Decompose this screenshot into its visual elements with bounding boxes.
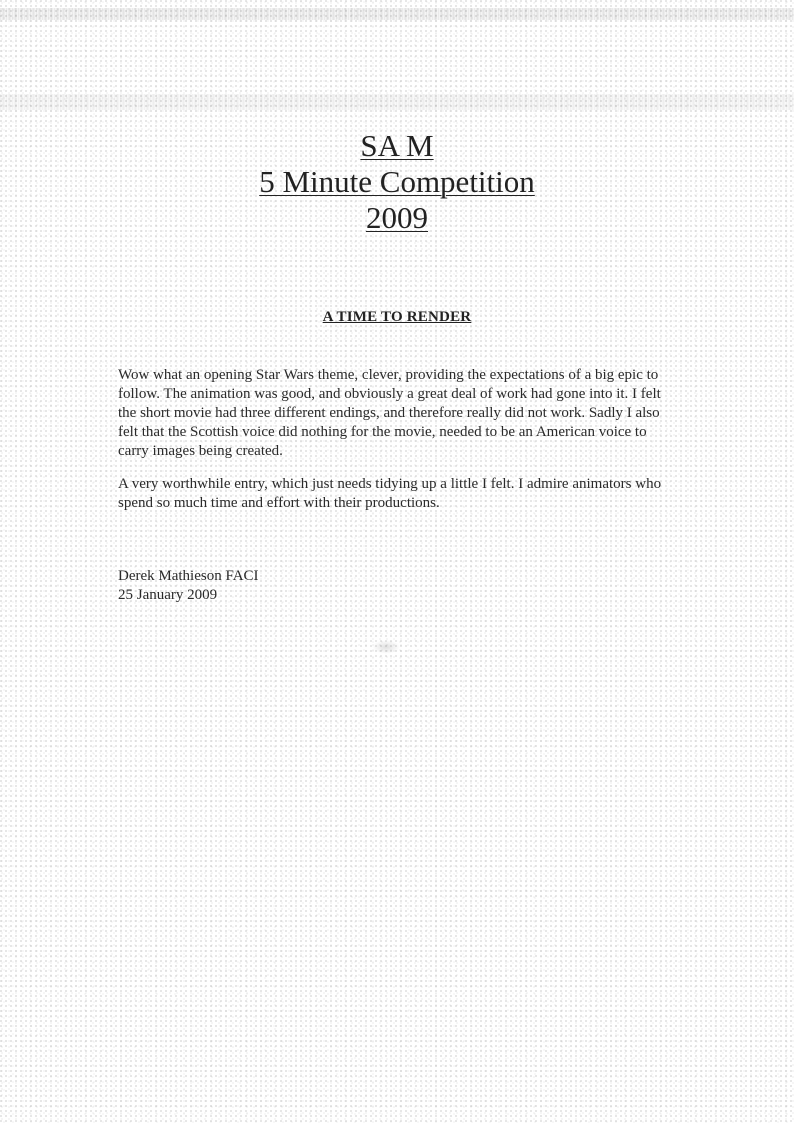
scan-smudge bbox=[372, 640, 400, 654]
document-header bbox=[0, 128, 794, 236]
header-year: 2009 bbox=[366, 200, 428, 235]
header-organisation: SA M bbox=[360, 128, 434, 163]
scan-artifact-mid bbox=[0, 94, 794, 110]
reviewer-name: Derek Mathieson FACI bbox=[118, 568, 259, 584]
entry-title: A TIME TO RENDER bbox=[322, 309, 472, 325]
review-paragraph-1: Wow what an opening Star Wars theme, clever, providing the expectations of a big epic to follow. The animation was good, and obviously a great deal of work had gone into it. I felt the short movie had three different endings, and therefore really did not work. Sadly I also felt that the Scottish voice did nothing for the movie, needed to be an American voice to carry images being created. bbox=[118, 367, 661, 459]
signature-block bbox=[118, 567, 259, 605]
header-competition: 5 Minute Competition bbox=[259, 164, 535, 199]
review-paragraph-2: A very worthwhile entry, which just needs tidying up a little I felt. I admire animators who spend so much time and effort with their productions. bbox=[118, 476, 662, 511]
scan-artifact-top bbox=[0, 8, 794, 20]
review-date: 25 January 2009 bbox=[118, 587, 218, 603]
